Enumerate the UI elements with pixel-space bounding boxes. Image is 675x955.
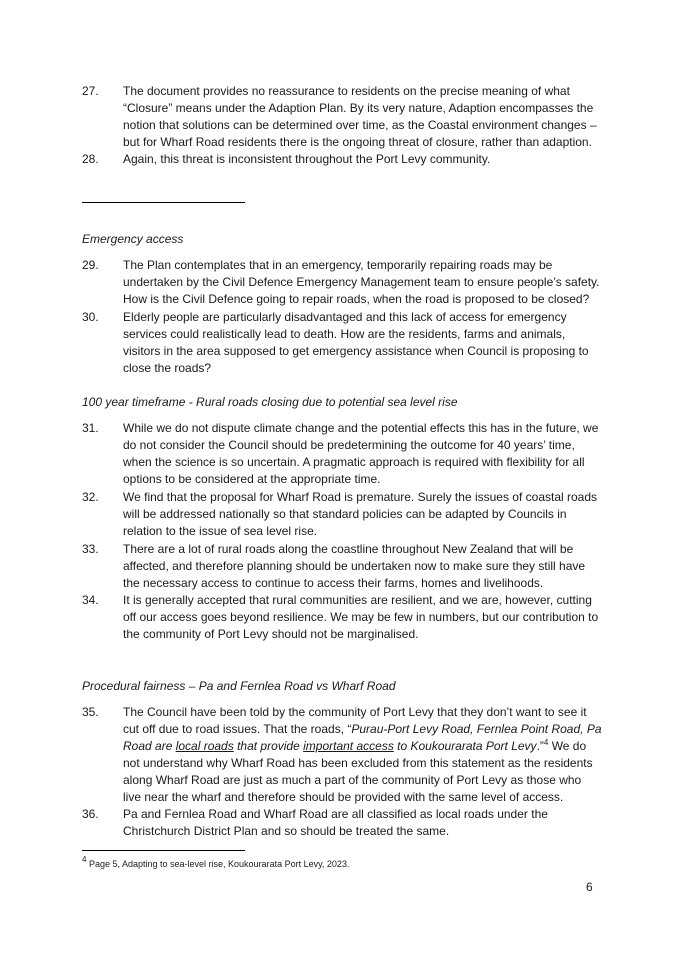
paragraph-31 [82,420,602,488]
paragraph-text: We find that the proposal for Wharf Road is premature. Surely the issues of coastal roads will be addressed nationally so that standard policies can be adapted by Councils in relation to the issue of sea level rise. [123,490,598,538]
paragraph-number: 30. [82,310,99,324]
footnote-reference[interactable]: 4 [543,738,549,747]
paragraph-text-part: The Council have been told by the community of Port Levy that they don’t want to see it cut off due to road issues. That the roads, “ [123,705,587,736]
underlined-quote: important access [303,739,394,753]
paragraph-text: Elderly people are particularly disadvantaged and this lack of access for emergency services could realistically lead to death. How are the residents, farms and animals, visitors in the area supposed to get emergency assistance when Council is proposing to close the roads? [123,310,589,375]
paragraph-number: 34. [82,593,99,607]
section-heading-timeframe: 100 year timeframe - Rural roads closing due to potential sea level rise [82,395,458,409]
paragraph-text: The document provides no reassurance to residents on the precise meaning of what “Closure” means under the Adaption Plan. By its very nature, Adaption encompasses the notion that solutions can be determined over time, as the Coastal environment changes – but for Wharf Road residents there is the ongoing threat of closure, rather than adaption. [123,84,597,149]
page-number: 6 [586,880,593,894]
paragraph-36 [82,806,602,840]
paragraph-number: 27. [82,84,99,98]
paragraph-number: 33. [82,542,99,556]
paragraph-32 [82,489,602,540]
paragraph-number: 28. [82,152,99,166]
section-heading-procedural-fairness: Procedural fairness – Pa and Fernlea Road vs Wharf Road [82,679,396,693]
footnote [82,855,350,870]
underlined-quote: local roads [175,739,234,753]
paragraph-28 [82,151,602,168]
paragraph-29 [82,257,602,308]
paragraph-33 [82,541,602,592]
paragraph-number: 32. [82,490,99,504]
paragraph-35 [82,704,602,806]
paragraph-number: 36. [82,807,99,821]
paragraph-text: There are a lot of rural roads along the coastline throughout New Zealand that will be affected, and therefore planning should be undertaken now to make sure they still have the necessary access to continue to access their farms, homes and livelihoods. [123,542,586,590]
quoted-text: Purau-Port Levy Road, Fernlea Point Road, Pa Road are [123,722,602,753]
paragraph-number: 31. [82,421,99,435]
paragraph-number: 29. [82,258,99,272]
paragraph-text [123,704,602,806]
paragraph-27 [82,83,602,151]
paragraph-text-part: We do not understand why Wharf Road has been excluded from this statement as the residents along Wharf Road are just as much a part of the community of Port Levy as those who live near the wharf and therefore should be provided with the same level of access. [123,739,593,804]
quoted-text: to Koukourarata Port Levy [393,739,537,753]
section-divider [82,202,245,203]
paragraph-text-part: .” [536,739,544,753]
paragraph-30 [82,309,602,377]
quoted-text: that provide [233,739,304,753]
paragraph-number: 35. [82,705,99,719]
section-heading-emergency-access: Emergency access [82,232,184,246]
paragraph-text: While we do not dispute climate change and the potential effects this has in the future, we do not consider the Council should be predetermining the outcome for 40 years’ time, when the science is so uncertain. A pragmatic approach is required with flexibility for all options to be considered at the appropriate time. [123,421,599,486]
paragraph-text: Pa and Fernlea Road and Wharf Road are all classified as local roads under the Christchurch District Plan and so should be treated the same. [123,807,548,838]
footnote-separator [82,850,245,851]
paragraph-text: The Plan contemplates that in an emergency, temporarily repairing roads may be undertaken by the Civil Defence Emergency Management team to ensure people’s safety. How is the Civil Defence going to repair roads, when the road is proposed to be closed? [123,258,600,306]
footnote-text: Page 5, Adapting to sea-level rise, Koukourarata Port Levy, 2023. [86,859,350,869]
paragraph-text: Again, this threat is inconsistent throughout the Port Levy community. [123,152,491,166]
paragraph-34 [82,592,602,643]
paragraph-text: It is generally accepted that rural communities are resilient, and we are, however, cutting off our access goes beyond resilience. We may be few in numbers, but our contribution to the community of Port Levy should not be marginalised. [123,593,599,641]
footnote-marker: 4 [82,855,87,864]
